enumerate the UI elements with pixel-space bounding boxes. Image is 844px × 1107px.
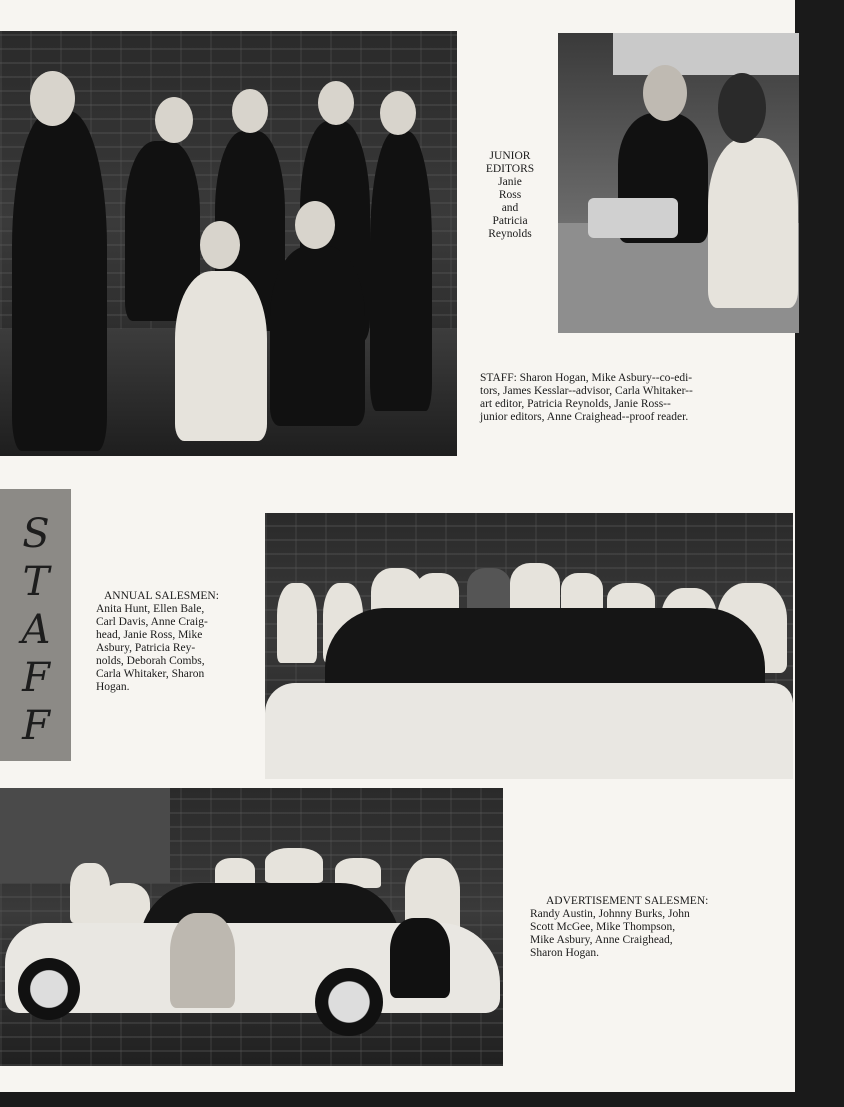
advertisement-salesmen-line: Scott McGee, Mike Thompson, xyxy=(530,921,676,933)
junior-editors-name: Ross xyxy=(498,189,522,201)
annual-salesmen-title: ANNUAL SALESMEN: xyxy=(104,590,219,602)
salesman-figure xyxy=(561,573,603,613)
salesman-figure xyxy=(510,563,560,613)
student-head xyxy=(295,201,335,249)
annual-salesmen-line: Hogan. xyxy=(96,681,130,693)
staff-letter: S xyxy=(22,511,50,557)
car-wheel xyxy=(315,968,383,1036)
typewriter xyxy=(588,198,678,238)
junior-editors-name: Janie xyxy=(498,176,522,188)
staff-caption-line: art editor, Patricia Reynolds, Janie Ross-- xyxy=(480,398,671,410)
annual-salesmen-line: nolds, Deborah Combs, xyxy=(96,655,205,667)
advertisement-salesmen-line: Randy Austin, Johnny Burks, John xyxy=(530,908,690,920)
student-head xyxy=(200,221,240,269)
junior-editors-photo xyxy=(558,33,799,333)
kneeling-student-figure xyxy=(270,246,365,426)
seated-salesman-figure xyxy=(170,913,235,1008)
salesman-figure xyxy=(265,848,323,883)
staff-letter: A xyxy=(21,607,51,653)
seated-salesman-figure xyxy=(390,918,450,998)
staff-letter: F xyxy=(22,655,50,701)
annual-salesmen-line: Anita Hunt, Ellen Bale, xyxy=(96,603,205,615)
junior-editors-caption xyxy=(478,150,542,241)
advertisement-salesmen-line: Sharon Hogan. xyxy=(530,947,599,959)
student-head xyxy=(232,89,268,133)
staff-caption-line: junior editors, Anne Craighead--proof reader. xyxy=(480,411,689,423)
staff-group-photo xyxy=(0,31,457,456)
annual-salesmen-photo xyxy=(265,513,793,779)
advertisement-salesmen-photo xyxy=(0,788,503,1066)
salesman-figure xyxy=(277,583,317,663)
editor-head xyxy=(718,73,766,143)
advertisement-salesmen-title: ADVERTISEMENT SALESMEN: xyxy=(546,895,709,907)
staff-letter: T xyxy=(22,559,50,605)
junior-editors-title: JUNIOR EDITORS xyxy=(485,150,535,175)
student-head xyxy=(155,97,193,143)
student-figure xyxy=(370,131,432,411)
advisor-figure xyxy=(12,111,107,451)
staff-letter: F xyxy=(22,703,50,749)
advertisement-salesmen-caption xyxy=(530,895,770,960)
student-head xyxy=(380,91,416,135)
editor-head xyxy=(643,65,687,121)
annual-salesmen-line: head, Janie Ross, Mike xyxy=(96,629,203,641)
salesman-figure xyxy=(467,568,511,613)
student-head xyxy=(318,81,354,125)
advertisement-salesmen-line: Mike Asbury, Anne Craighead, xyxy=(530,934,673,946)
editor-figure xyxy=(708,138,798,308)
staff-caption-line: tors, James Kesslar--advisor, Carla Whitaker-- xyxy=(480,385,693,397)
junior-editors-name: Reynolds xyxy=(488,228,532,240)
junior-editors-name: and xyxy=(501,202,519,214)
annual-salesmen-caption xyxy=(96,590,256,694)
staff-caption xyxy=(480,372,780,424)
kneeling-student-figure xyxy=(175,271,267,441)
window xyxy=(613,33,799,75)
junior-editors-name: Patricia xyxy=(492,215,528,227)
staff-side-panel xyxy=(0,489,71,761)
annual-salesmen-line: Carl Davis, Anne Craig- xyxy=(96,616,208,628)
car-body xyxy=(265,683,793,779)
car-wheel xyxy=(18,958,80,1020)
annual-salesmen-line: Asbury, Patricia Rey- xyxy=(96,642,196,654)
annual-salesmen-line: Carla Whitaker, Sharon xyxy=(96,668,205,680)
staff-caption-line: STAFF: Sharon Hogan, Mike Asbury--co-edi- xyxy=(480,372,693,384)
advisor-head xyxy=(30,71,75,126)
